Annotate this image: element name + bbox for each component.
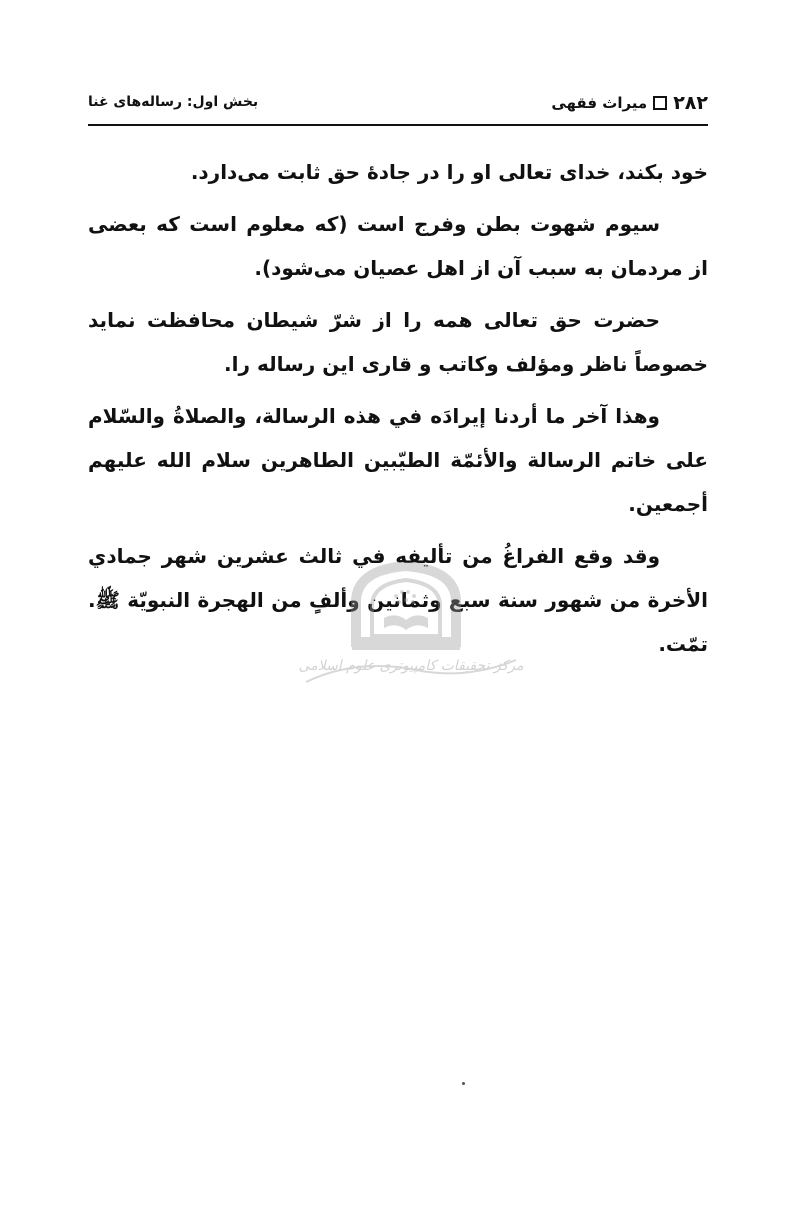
paragraph: وقد وقع الفراغُ من تأليفه في ثالث عشرين شهر جمادي الأخرة من شهور سنة سبع وثمانين وألفٍ من الهجرة النبويّة ﷺ. تمّت. <box>88 544 708 656</box>
watermark-caption: مرکز تحقیقات کامپیوتری علوم اسلامی <box>298 658 524 674</box>
page-number: ۲۸۲ <box>673 92 708 114</box>
square-bullet-icon <box>653 96 667 110</box>
watermark <box>296 562 526 712</box>
header-book-info <box>551 92 708 114</box>
section-title: بخش اول: رساله‌های غنا <box>88 94 259 110</box>
paragraph: سیوم شهوت بطن وفرج است (که معلوم است که بعضی از مردمان به سبب آن از اهل عصیان می‌شود). <box>88 212 708 280</box>
book-title: میراث فقهی <box>551 94 648 112</box>
page-header <box>88 92 708 118</box>
paragraph: حضرت حق تعالی همه را از شرّ شیطان محافظت نماید خصوصاً ناظر ومؤلف وکاتب و قاری این رساله را. <box>88 308 708 376</box>
paragraph: خود بکند، خدای تعالی او را در جادهٔ حق ثابت می‌دارد. <box>190 160 708 184</box>
stray-dot <box>462 1082 465 1085</box>
paragraph: وهذا آخر ما أردنا إيرادَه في هذه الرسالة، والصلاةُ والسّلام على خاتم الرسالة والأئمّة الطيّبين الطاهرين سلام الله عليهم أجمعين. <box>88 404 708 516</box>
header-divider <box>88 124 708 126</box>
institute-logo-icon <box>296 562 526 712</box>
